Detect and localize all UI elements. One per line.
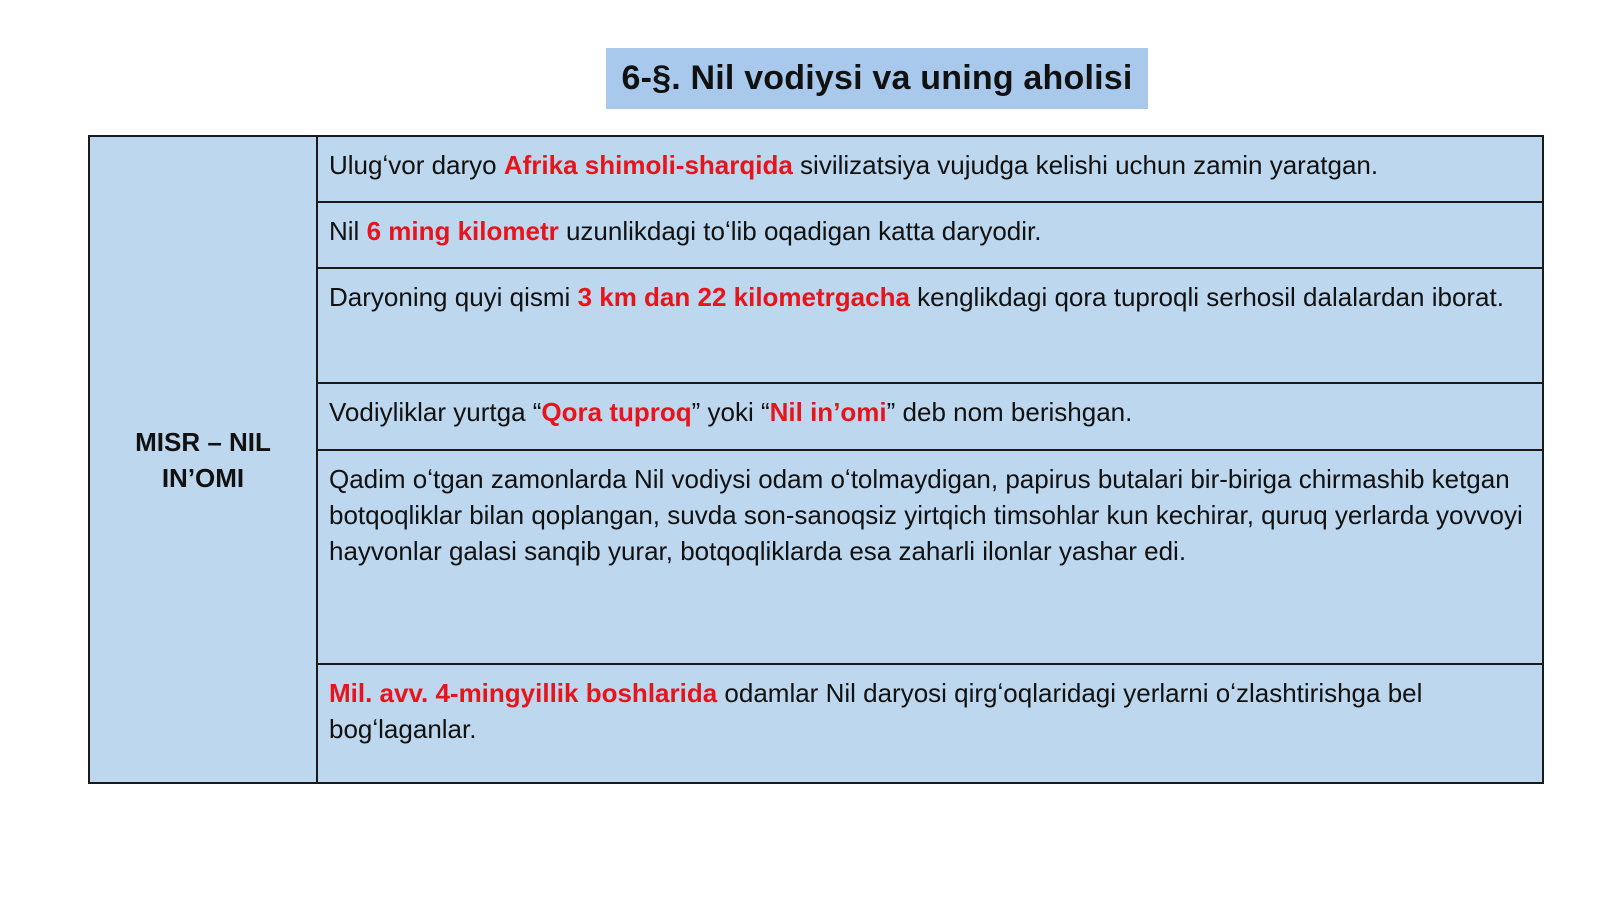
slide-title: 6-§. Nil vodiysi va uning aholisi (621, 59, 1133, 97)
row-3-highlight: 3 km dan 22 kilometrgacha (577, 282, 910, 312)
side-label (135, 424, 271, 496)
row-2-text-after: uzunlikdagi toʻlib oqadigan katta daryodir. (558, 216, 1042, 246)
row-3-text-before: Daryoning quyi qismi (329, 282, 578, 312)
row-cell-6 (317, 664, 1543, 783)
row-1-highlight: Afrika shimoli-sharqida (503, 150, 793, 180)
row-5-text: Qadim oʻtgan zamonlarda Nil vodiysi odam oʻtolmaydigan, papirus butalari bir-biriga chirmashib ketgan botqoqliklar bilan qoplangan, suvda son-sanoqsiz yirtqich timsohlar kun kechirar, quruq yerlarda yovvoyi hayvonlar galasi sanqib yurar, botqoqliklarda esa zaharli ilonlar yashar edi. (329, 464, 1523, 566)
row-4-text-after: ” deb nom berishgan. (886, 397, 1133, 427)
row-6-highlight: Mil. avv. 4-mingyillik boshlarida (329, 678, 718, 708)
row-1-text-after: sivilizatsiya vujudga kelishi uchun zamin yaratgan. (792, 150, 1379, 180)
row-cell-4 (317, 383, 1543, 450)
row-cell-5 (317, 450, 1543, 664)
row-cell-1 (317, 136, 1543, 202)
side-label-line2: IN’OMI (161, 462, 245, 493)
row-2-text-before: Nil (329, 216, 367, 246)
content-table (88, 135, 1544, 784)
row-4-highlight-1: Qora tuproq (541, 397, 692, 427)
row-4-highlight-2: Nil in’omi (769, 397, 887, 427)
row-cell-3 (317, 268, 1543, 383)
row-6-text-after: odamlar Nil daryosi qirgʻoqlaridagi yerlarni oʻzlashtirishga bel bogʻlaganlar. (329, 678, 1423, 744)
side-label-cell (89, 136, 317, 783)
side-label-line1: MISR – NIL (135, 426, 271, 457)
row-4-text-before: Vodiyliklar yurtga “ (329, 397, 542, 427)
row-4-text-middle: ” yoki “ (691, 397, 770, 427)
row-cell-2 (317, 202, 1543, 268)
row-1-text-before: Ulugʻvor daryo (329, 150, 504, 180)
row-2-highlight: 6 ming kilometr (366, 216, 559, 246)
row-3-text-after: kenglikdagi qora tuproqli serhosil dalalardan iborat. (909, 282, 1504, 312)
table-row (89, 136, 1543, 202)
slide-title-box (606, 48, 1148, 109)
